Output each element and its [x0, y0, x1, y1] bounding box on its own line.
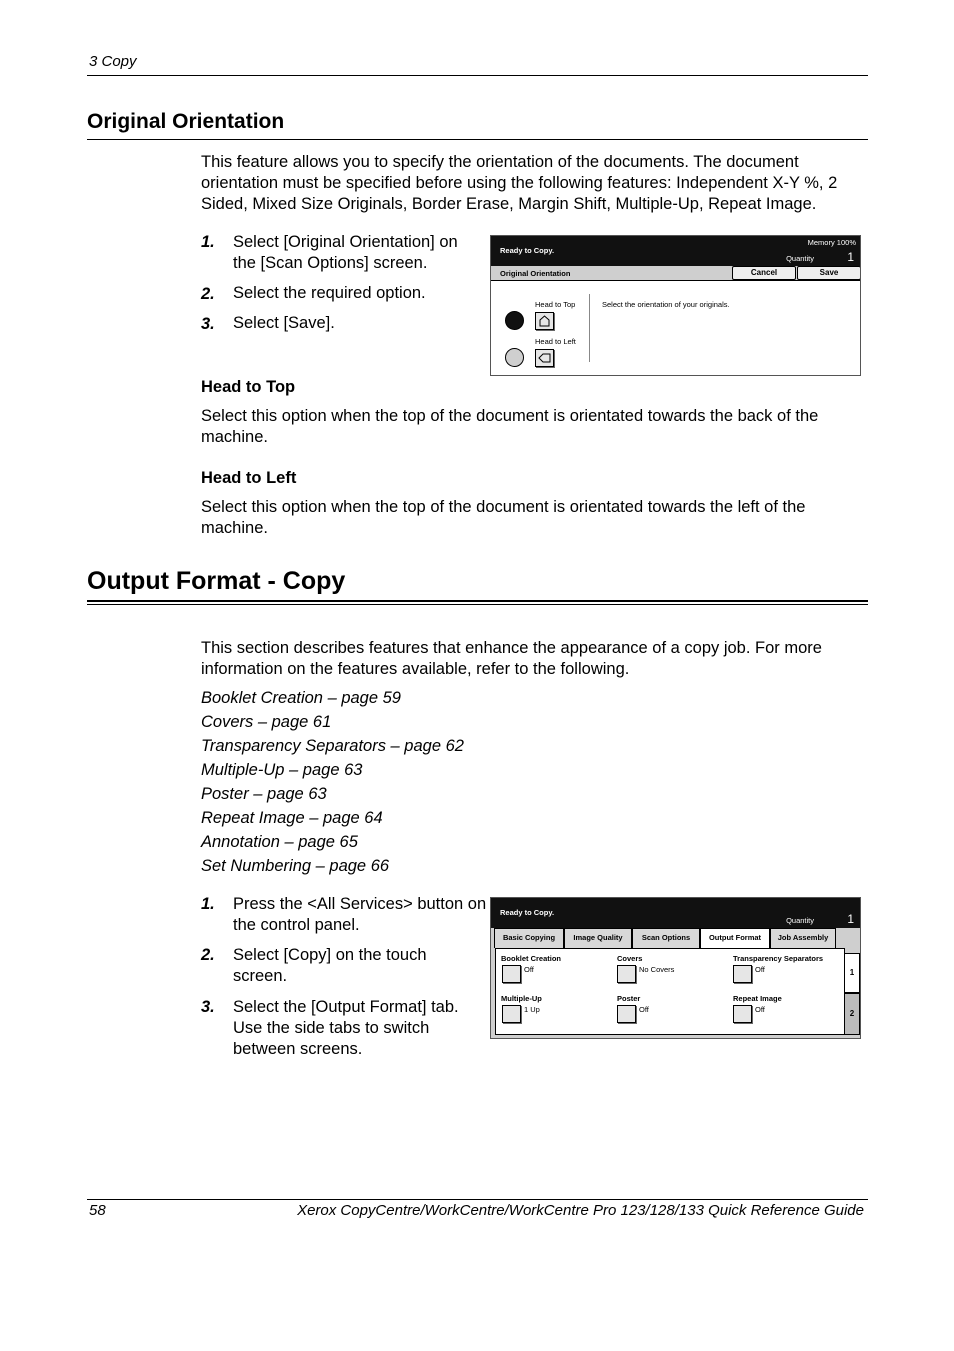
cancel-button[interactable]: Cancel [732, 266, 796, 280]
head-to-left-label: Head to Left [535, 337, 576, 346]
link-repeat-image[interactable]: Repeat Image – page 64 [201, 809, 383, 827]
header-rule [87, 75, 868, 76]
link-covers[interactable]: Covers – page 61 [201, 713, 332, 731]
output-format-intro: This section describes features that enhance the appearance of a copy job. For more information on the features available, refer to the following. [201, 639, 822, 678]
step-text: Select [Original Orientation] on the [Scan Options] screen. [233, 233, 458, 272]
step-number: 2. [201, 285, 215, 303]
feature-transparency-separators-label: Transparency Separators [733, 954, 824, 963]
step-text: Select [Save]. [233, 314, 335, 332]
original-orientation-screen [490, 235, 861, 376]
divider [589, 294, 590, 362]
link-set-numbering[interactable]: Set Numbering – page 66 [201, 857, 390, 875]
section-rule-thin [87, 604, 868, 605]
step-number: 1. [201, 233, 215, 251]
step-text: Select the required option. [233, 284, 426, 302]
booklet-creation-button[interactable] [502, 965, 521, 983]
repeat-image-value: Off [755, 1005, 765, 1014]
status-bar [491, 236, 860, 266]
step-text: Select [Copy] on the touch screen. [233, 946, 427, 985]
side-tab-1[interactable]: 1 [844, 953, 860, 993]
feature-repeat-image-label: Repeat Image [733, 994, 782, 1003]
feature-panel [495, 948, 845, 1035]
memory-indicator: Memory 100% [807, 238, 856, 247]
link-poster[interactable]: Poster – page 63 [201, 785, 327, 803]
feature-multiple-up-label: Multiple-Up [501, 994, 542, 1003]
subhead-head-to-top: Head to Top [201, 378, 296, 396]
subhead-head-to-left: Head to Left [201, 469, 297, 487]
poster-button[interactable] [617, 1005, 636, 1023]
covers-value: No Covers [639, 965, 675, 974]
head-to-top-label: Head to Top [535, 300, 576, 309]
quantity-label: Quantity [786, 254, 814, 263]
step-number: 1. [201, 895, 215, 913]
side-tab-2[interactable]: 2 [844, 993, 860, 1035]
quantity-value: 1 [847, 912, 854, 926]
section-rule [87, 139, 868, 140]
feature-booklet-creation-label: Booklet Creation [501, 954, 562, 963]
quantity-value: 1 [847, 250, 854, 264]
footer-rule [87, 1199, 868, 1200]
section-title-original-orientation: Original Orientation [87, 110, 285, 133]
tab-job-assembly[interactable]: Job Assembly [770, 928, 836, 948]
feature-poster-label: Poster [617, 994, 641, 1003]
head-to-left-description: Select this option when the top of the document is orientated towards the left of the machine. [201, 498, 806, 537]
status-bar [491, 898, 860, 928]
step-number: 3. [201, 998, 215, 1016]
status-text: Ready to Copy. [500, 246, 555, 255]
head-to-left-radio[interactable] [505, 348, 524, 367]
tab-scan-options[interactable]: Scan Options [632, 928, 700, 948]
step-text: Select the [Output Format] tab. Use the side tabs to switch between screens. [233, 998, 459, 1058]
status-text: Ready to Copy. [500, 908, 555, 917]
multiple-up-button[interactable] [502, 1005, 521, 1023]
head-to-left-icon[interactable] [535, 349, 554, 367]
link-multiple-up[interactable]: Multiple-Up – page 63 [201, 761, 363, 779]
repeat-image-button[interactable] [733, 1005, 752, 1023]
section-title-output-format: Output Format - Copy [87, 567, 346, 595]
chapter-header: 3 Copy [89, 53, 137, 70]
head-to-top-description: Select this option when the top of the document is orientated towards the back of the machine. [201, 407, 819, 446]
poster-value: Off [639, 1005, 649, 1014]
section-rule-thick [87, 600, 868, 602]
link-transparency-separators[interactable]: Transparency Separators – page 62 [201, 737, 464, 755]
save-button[interactable]: Save [797, 266, 861, 280]
step-number: 2. [201, 946, 215, 964]
tab-basic-copying[interactable]: Basic Copying [494, 928, 564, 948]
instruction-text: Select the orientation of your originals. [602, 300, 730, 309]
output-format-screen [490, 897, 861, 1039]
screen-title: Original Orientation [500, 269, 571, 278]
transparency-separators-button[interactable] [733, 965, 752, 983]
booklet-creation-value: Off [524, 965, 534, 974]
multiple-up-value: 1 Up [524, 1005, 540, 1014]
tab-output-format[interactable]: Output Format [700, 928, 770, 949]
link-booklet-creation[interactable]: Booklet Creation – page 59 [201, 689, 401, 707]
guide-title: Xerox CopyCentre/WorkCentre/WorkCentre Pro 123/128/133 Quick Reference Guide [297, 1202, 864, 1219]
tab-image-quality[interactable]: Image Quality [564, 928, 632, 948]
transparency-separators-value: Off [755, 965, 765, 974]
page-number: 58 [89, 1202, 106, 1219]
step-text: Press the <All Services> button on the control panel. [233, 895, 487, 934]
head-to-top-icon[interactable] [535, 312, 554, 330]
quantity-label: Quantity [786, 916, 814, 925]
step-number: 3. [201, 315, 215, 333]
head-to-top-radio[interactable] [505, 311, 524, 330]
link-annotation[interactable]: Annotation – page 65 [201, 833, 358, 851]
feature-covers-label: Covers [617, 954, 643, 963]
covers-button[interactable] [617, 965, 636, 983]
intro-paragraph: This feature allows you to specify the orientation of the documents. The document orientation must be specified before using the following features: Independent X-Y %, 2 Sided, Mixed Size Originals, Border Erase, Margin Shift, Multiple-Up, Repeat Image. [201, 153, 838, 213]
